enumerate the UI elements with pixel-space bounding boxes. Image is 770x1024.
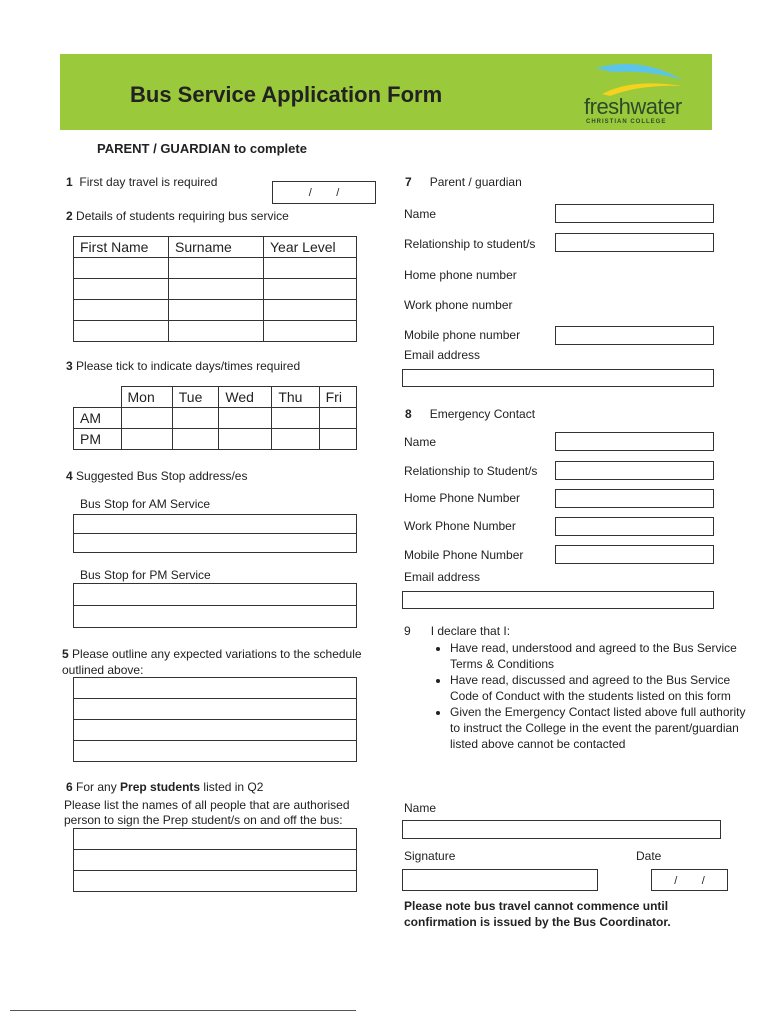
table-row	[74, 300, 357, 321]
variations-input-2[interactable]	[73, 698, 357, 720]
declaration-item: • Have read, understood and agreed to the Bus Service Terms & Conditions	[450, 640, 750, 672]
tick-cell[interactable]	[319, 429, 356, 450]
signature-label: Signature	[404, 849, 456, 863]
students-table	[73, 236, 357, 342]
q3-number: 3	[66, 359, 73, 373]
am-stop-input-2[interactable]	[73, 533, 357, 553]
q7-label: Parent / guardian	[429, 175, 522, 189]
parent-name-input[interactable]	[555, 204, 714, 223]
col-mon: Mon	[121, 387, 172, 408]
q6-number: 6	[66, 780, 73, 794]
tick-cell[interactable]	[319, 408, 356, 429]
col-year-level: Year Level	[264, 237, 357, 258]
tick-cell[interactable]	[121, 429, 172, 450]
tick-cell[interactable]	[172, 429, 219, 450]
declaration-item: • Have read, discussed and agreed to the Bus Service Code of Conduct with the students listed on this form	[450, 672, 750, 704]
cell-input[interactable]	[264, 258, 357, 279]
emergency-work-phone-label: Work Phone Number	[404, 519, 516, 533]
q9-number: 9	[404, 624, 411, 638]
q6-label-post: listed in Q2	[200, 780, 264, 794]
row-pm: PM	[74, 429, 122, 450]
col-thu: Thu	[272, 387, 319, 408]
pm-stop-input-1[interactable]	[73, 583, 357, 606]
q4-label: Suggested Bus Stop address/es	[76, 469, 248, 483]
declaration-date-input[interactable]: / /	[651, 869, 728, 891]
q8-label: Emergency Contact	[429, 407, 536, 421]
emergency-name-input[interactable]	[555, 432, 714, 451]
signature-input[interactable]	[402, 869, 598, 891]
emergency-work-phone-input[interactable]	[555, 517, 714, 536]
emergency-email-label: Email address	[404, 570, 481, 584]
cell-input[interactable]	[74, 321, 169, 342]
col-surname: Surname	[169, 237, 264, 258]
first-day-date-input[interactable]: / /	[272, 181, 376, 204]
cell-input[interactable]	[169, 279, 264, 300]
q5-number: 5	[62, 647, 69, 661]
confirmation-note: Please note bus travel cannot commence until confirmation is issued by the Bus Coordinator.	[404, 899, 671, 929]
am-stop-label: Bus Stop for AM Service	[80, 497, 211, 511]
emergency-home-phone-input[interactable]	[555, 489, 714, 508]
emergency-mobile-label: Mobile Phone Number	[404, 548, 524, 562]
cell-input[interactable]	[169, 300, 264, 321]
cell-input[interactable]	[169, 321, 264, 342]
variations-input-3[interactable]	[73, 719, 357, 741]
col-first-name: First Name	[74, 237, 169, 258]
tick-cell[interactable]	[121, 408, 172, 429]
cell-input[interactable]	[264, 279, 357, 300]
emergency-relationship-input[interactable]	[555, 461, 714, 480]
table-row	[74, 321, 357, 342]
parent-email-label: Email address	[404, 348, 481, 362]
prep-authorised-input-2[interactable]	[73, 849, 357, 871]
declaration-list	[430, 640, 750, 752]
cell-input[interactable]	[169, 258, 264, 279]
declarant-name-label: Name	[404, 801, 437, 815]
q4-number: 4	[66, 469, 73, 483]
q7-number: 7	[405, 175, 412, 189]
page-title: Bus Service Application Form	[130, 82, 443, 107]
cell-input[interactable]	[264, 300, 357, 321]
q9-label: I declare that I:	[430, 624, 511, 638]
cell-input[interactable]	[74, 258, 169, 279]
parent-home-phone-label: Home phone number	[404, 268, 517, 282]
cell-input[interactable]	[264, 321, 357, 342]
declaration-item: • Given the Emergency Contact listed above full authority to instruct the College in the event the parent/guardian listed above cannot be contacted	[450, 704, 750, 752]
parent-mobile-input[interactable]	[555, 326, 714, 345]
tick-cell[interactable]	[219, 408, 272, 429]
parent-relationship-input[interactable]	[555, 233, 714, 252]
table-row	[74, 429, 357, 450]
q1-number: 1	[66, 175, 73, 189]
q2-number: 2	[66, 209, 73, 223]
prep-authorised-input-3[interactable]	[73, 870, 357, 892]
declarant-name-input[interactable]	[402, 820, 721, 839]
cell-input[interactable]	[74, 279, 169, 300]
q8-number: 8	[405, 407, 412, 421]
emergency-mobile-input[interactable]	[555, 545, 714, 564]
q6-instructions: Please list the names of all people that are authorised person to sign the Prep student/s on and off the bus:	[64, 798, 350, 827]
parent-email-input[interactable]	[402, 369, 714, 387]
q1-label: First day travel is required	[79, 175, 218, 189]
table-row	[74, 258, 357, 279]
col-fri: Fri	[319, 387, 356, 408]
emergency-email-input[interactable]	[402, 591, 714, 609]
variations-input-1[interactable]	[73, 677, 357, 699]
tick-cell[interactable]	[272, 429, 319, 450]
emergency-name-label: Name	[404, 435, 437, 449]
tick-cell[interactable]	[219, 429, 272, 450]
parent-name-label: Name	[404, 207, 437, 221]
col-tue: Tue	[172, 387, 219, 408]
table-row	[74, 279, 357, 300]
pm-stop-label: Bus Stop for PM Service	[80, 568, 211, 582]
parent-relationship-label: Relationship to student/s	[404, 237, 536, 251]
q2-label: Details of students requiring bus service	[76, 209, 289, 223]
emergency-home-phone-label: Home Phone Number	[404, 491, 521, 505]
parent-work-phone-label: Work phone number	[404, 298, 513, 312]
tick-cell[interactable]	[172, 408, 219, 429]
date-label: Date	[636, 849, 662, 863]
footer-divider	[10, 1010, 356, 1011]
pm-stop-input-2[interactable]	[73, 605, 357, 628]
section-heading: PARENT / GUARDIAN to complete	[97, 141, 307, 156]
variations-input-4[interactable]	[73, 740, 357, 762]
q5-label: Please outline any expected variations to the schedule outlined above:	[62, 647, 362, 677]
am-stop-input-1[interactable]	[73, 514, 357, 534]
college-logo: freshwater CHRISTIAN COLLEGE	[582, 58, 692, 128]
emergency-relationship-label: Relationship to Student/s	[404, 464, 538, 478]
days-table	[73, 386, 357, 450]
q6-label: For any	[76, 780, 121, 794]
table-row	[74, 408, 357, 429]
cell-input[interactable]	[74, 300, 169, 321]
col-wed: Wed	[219, 387, 272, 408]
row-am: AM	[74, 408, 122, 429]
parent-mobile-label: Mobile phone number	[404, 328, 521, 342]
q6-label-bold: Prep students	[120, 780, 201, 794]
q3-label: Please tick to indicate days/times required	[76, 359, 301, 373]
prep-authorised-input-1[interactable]	[73, 828, 357, 850]
tick-cell[interactable]	[272, 408, 319, 429]
